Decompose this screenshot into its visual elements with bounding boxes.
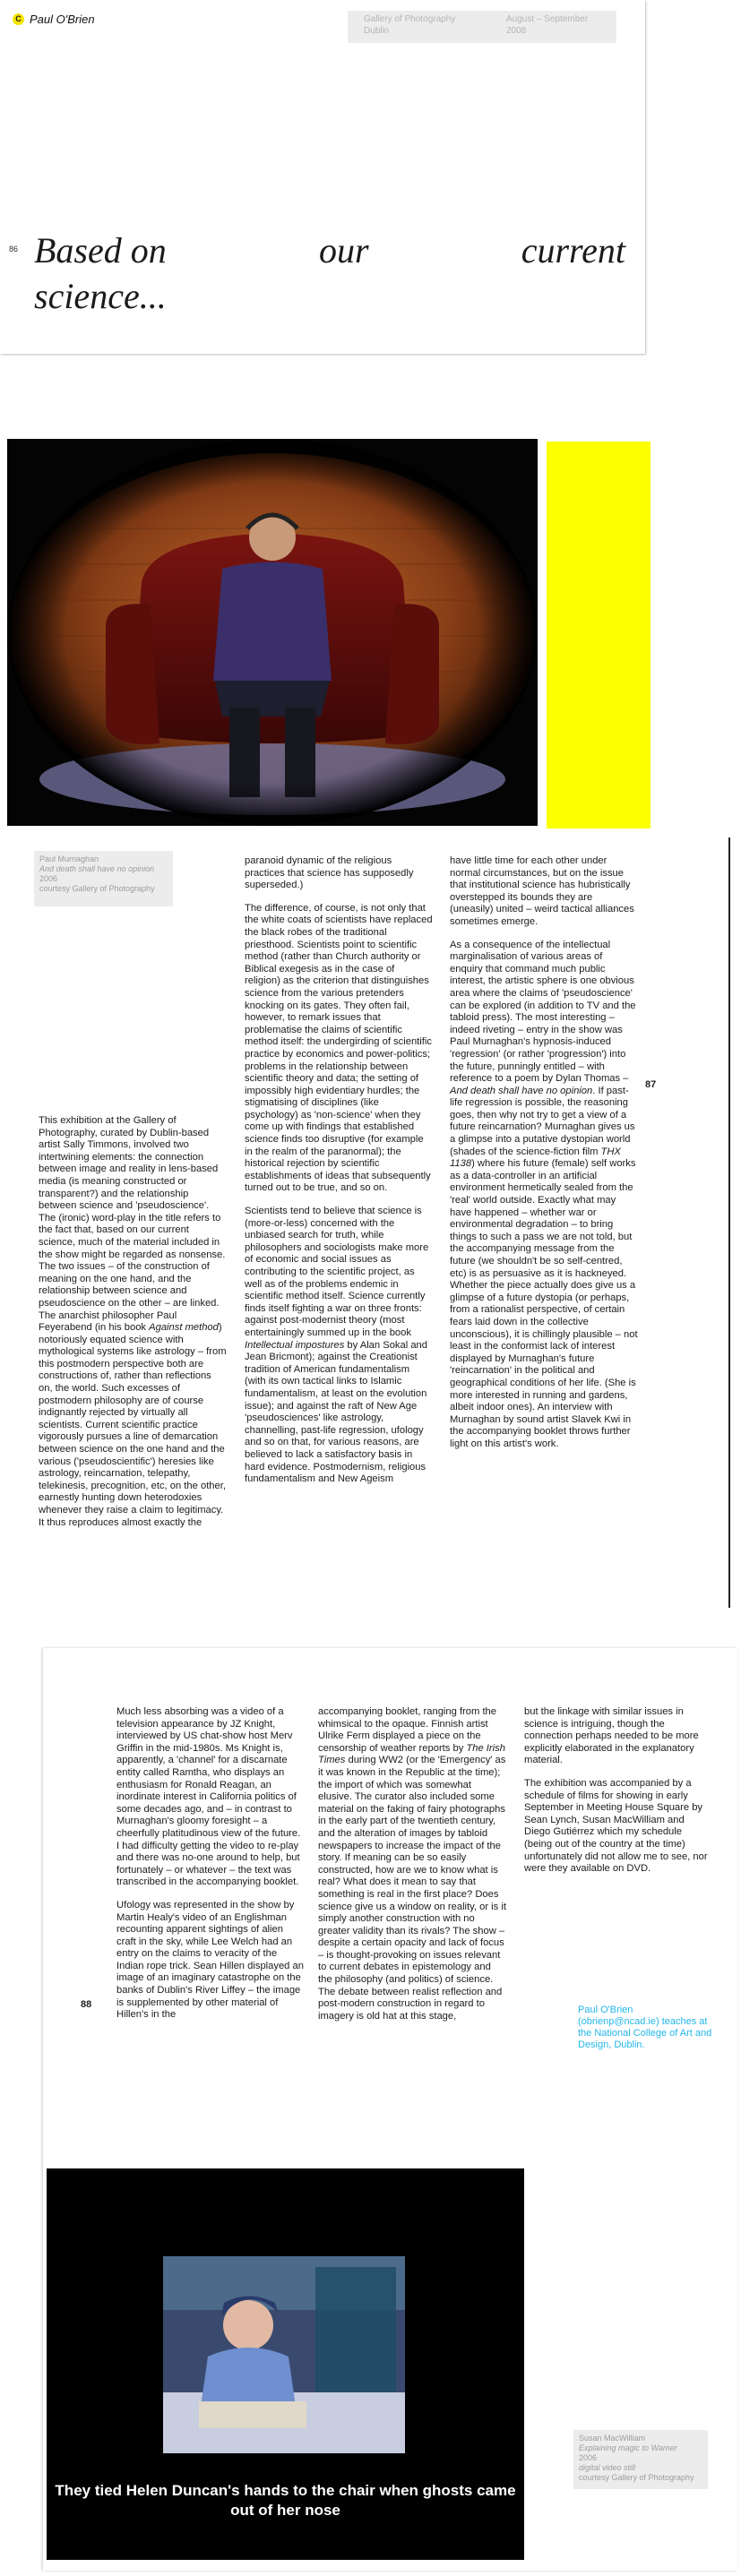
exhibition-year: 2008 (506, 26, 527, 36)
article-column-6 (524, 1706, 712, 1886)
exhibition-dates: August – September (506, 14, 589, 24)
bio-name: Paul O'Brien (578, 2005, 633, 2015)
title-word-2: our (318, 230, 369, 270)
article-column-1 (39, 1115, 227, 1540)
paragraph: accompanying booklet, ranging from the whimsical to the opaque. Finnish artist Ulrike Ferm displayed a piece on the censorship of weather reports by The Irish Times during WW2 (or the 'Emergency' as it was known in the Republic at the time); the import of which was somewhat elusive. The curator also included some material on the faking of fairy photographs in the early part of the twentieth century, and the alteration of images by tabloid newspapers to increase the impact of the story. If meaning can be so easily constructed, how are we to know what is real? What does it mean to say that something is real in the first place? Does science give us a window on reality, or is it simply another construction with no greater validity than its rivals? The show – despite a certain opacity and lack of focus – is thought-provoking on issues relevant to current debates in epistemology and the philosophy (and politics) of science. The debate between realist reflection and post-modern construction in regard to imagery is old hat at this stage, (318, 1706, 506, 2022)
caption-credit: courtesy Gallery of Photography (39, 884, 155, 893)
page-number-88: 88 (81, 1999, 92, 2010)
article-column-4 (116, 1706, 305, 2032)
paragraph: paranoid dynamic of the religious practices that science has supposedly superseded.) (245, 855, 414, 891)
caption-medium: digital video still (579, 2463, 636, 2472)
article-title (34, 228, 625, 319)
exhibition-info-box (348, 11, 616, 43)
yellow-color-block (547, 442, 651, 829)
bio-text: (obrienp@ncad.ie) teaches at the National College of Art and Design, Dublin. (578, 2016, 712, 2050)
title-line-2: science... (34, 276, 167, 316)
photo-caption-murnaghan (34, 851, 173, 906)
caption-artist: Susan MacWilliam (579, 2434, 646, 2443)
paragraph: Ufology was represented in the show by Martin Healy's video of an Englishman recounting apparent sightings of alien craft in the sky, while Lee Welch had an entry on the claims to veracity of the Indian rope trick. Sean Hillen displayed an image of an imaginary catastrophe on the banks of Dublin's River Liffey – the image is supplemented by other material of Hillen's in the (116, 1899, 304, 2021)
paragraph: The exhibition was accompanied by a schedule of films for showing in early September in Meeting House Square by Sean Lynch, Susan MacWilliam and Diego Gutiérrez which my schedule (being out of the country at the time) unfortunately did not allow me to see, nor were they available on DVD. (524, 1777, 708, 1875)
article-column-3 (450, 855, 638, 1462)
caption-year: 2006 (39, 874, 58, 883)
paragraph: This exhibition at the Gallery of Photography, curated by Dublin-based artist Sally Timmons, involved two intertwining elements: the connection between image and reality in lens-based media (is meaning constructed or transparent?) and the relationship between science and 'pseudoscience'. The (ironic) word-play in the title refers to the fact that, based on our current science, much of the material included in the show might be regarded as nonsense. The two issues – of the construction of meaning on the one hand, and the relationship between science and pseudoscience on the other – are linked. The anarchist philosopher Paul Feyerabend (in his book Against method) notoriously equated science with mythological systems like astrology – from this postmodern perspective both are constructions of, rather than reflections on, the world. Such excesses of postmodern philosophy are of course indignantly rejected by virtually all scientists. Current scientific practice vigorously pursues a line of demarcation between science on the one hand and the various ('pseudoscientific') heresies like astrology, reincarnation, telepathy, telekinesis, precognition, etc, on the other, earnestly hunting down heterodoxies whenever they raise a claim to legitimacy. It thus reproduces almost exactly the (39, 1115, 227, 1528)
paragraph: Much less absorbing was a video of a television appearance by JZ Knight, interviewed by US chat-show host Merv Griffin in the mid-1980s. Ms Knight is, apparently, a 'channel' for a discarnate entity called Ramtha, who displays an enthusiasm for Ronald Reagan, an inordinate interest in California politics of some decades ago, and – in contrast to Murnaghan's gloomy foresight – a cheerfully platitudinous view of the future. I had difficulty getting the video to re-play and there was no-one around to help, but fortunately – or whatever – the text was transcribed in the accompanying booklet. (116, 1706, 301, 1888)
hypnosis-photo (7, 439, 538, 826)
page-number-86: 86 (9, 245, 19, 253)
page-edge-line (728, 837, 730, 1608)
paragraph: have little time for each other under normal circumstances, but on the issue that institutional science has hubristically overstepped its bounds they are (uneasily) united – weird tactical alliances sometimes emerge. (450, 855, 634, 927)
author-bio (578, 2005, 712, 2051)
photo-caption-macwilliam (573, 2430, 708, 2489)
running-header (13, 13, 95, 26)
man-in-armchair-image (7, 439, 538, 826)
paragraph: The difference, of course, is not only that the white coats of scientists have replaced the black robes of the traditional priesthood. Scientists point to scientific method (rather than Church authority or Biblical exegesis as in the case of religion) as the criterion that distinguishes science from the various pretenders knocking on its gates. They often fail, however, to remark issues that problematise the claims of scientific method itself: the undergirding of scientific practice by economics and power-politics; problems in the relationship between scientific theory and data; the setting of impossibly high evidentiary hurdles; the stigmatising of disciplines (like psychology) as 'non-science' when they come up with findings that established science finds too disruptive (for example in the realm of the paranormal); the historical rejection by scientific establishments of ideas that subsequently turned out to be true, and so on. (245, 902, 433, 1194)
caption-credit: courtesy Gallery of Photography (579, 2473, 694, 2482)
video-quote: They tied Helen Duncan's hands to the chair when ghosts came out of her nose (55, 2482, 516, 2519)
caption-artist: Paul Murnaghan (39, 854, 99, 863)
paragraph: As a consequence of the intellectual marginalisation of various areas of enquiry that command much public interest, the artistic sphere is one obvious area where the claims of 'pseudoscience' can be explored (in addition to TV and the tabloid press). The most interesting – indeed riveting – entry in the show was Paul Murnaghan's hypnosis-induced 'regression' (or rather 'progression') into the future, punningly entitled – with reference to a poem by Dylan Thomas – And death shall have no opinion. If past-life regression is possible, the reasoning goes, then why not try to get a view of a future reincarnation? Murnaghan gives us a glimpse into a putative dystopian world (shades of the science-fiction film THX 1138) where his future (female) self works as a data-controller in an artificial environment hermetically sealed from the 'real' world outside. Exactly what may have happened – whether war or environmental degradation – to bring things to such a pass we are not told, but the accompanying message from the future (we shouldn't be so self-centred, etc) is as persuasive as it is hackneyed. Whether the piece actually does give us a glimpse of a future dystopia (or perhaps, from a rationalist perspective, of certain fears laid down in the collective unconscious), it is chillingly plausible – not least in the conformist lack of interest displayed by Murnaghan's future 'reincarnation' in the political and geographical conditions of her life. (She is more interested in running and gardens, albeit indoor ones). An interview with Murnaghan by sound artist Slavek Kwi in the accompanying booklet throws further light on this artist's work. (450, 939, 638, 1449)
author-name: Paul O'Brien (30, 13, 95, 26)
page-number-87: 87 (645, 1079, 657, 1090)
title-word-3: current (521, 230, 625, 270)
caption-title: Explaining magic to Warner (579, 2443, 677, 2452)
article-column-2 (245, 855, 433, 1497)
gallery-city: Dublin (364, 26, 390, 36)
caption-year: 2006 (579, 2453, 598, 2462)
caption-title: And death shall have no opinion (39, 864, 155, 873)
gallery-name: Gallery of Photography (364, 14, 456, 24)
paragraph: Scientists tend to believe that science is (more-or-less) concerned with the unbiased search for truth, while philosophers and sociologists make more of economic and social issues as contributing to the scientific project, as well as of the problems endemic in scientific method itself. Science currently finds itself fighting a war on three fronts: against post-modernist theory (most entertainingly summed up in the book Intellectual impostures by Alan Sokal and Jean Bricmont); against the Creationist tradition of American fundamentalism (with its own tactical links to Islamic fundamentalism, at least on the evolution issue); and against the raft of New Age 'pseudosciences' like astrology, channelling, past-life regression, ufology and so on that, for various reasons, are believed to lack a satisfactory basis in hard evidence. Postmodernism, religious fundamentalism and New Ageism (245, 1206, 429, 1485)
title-word-1: Based on (34, 230, 167, 270)
article-column-5 (318, 1706, 506, 2033)
c-in-yellow-circle-icon: C (13, 13, 24, 25)
paragraph: but the linkage with similar issues in science is intriguing, though the connection perhaps needed to be more explicitly elaborated in the explanatory material. (524, 1706, 699, 1766)
